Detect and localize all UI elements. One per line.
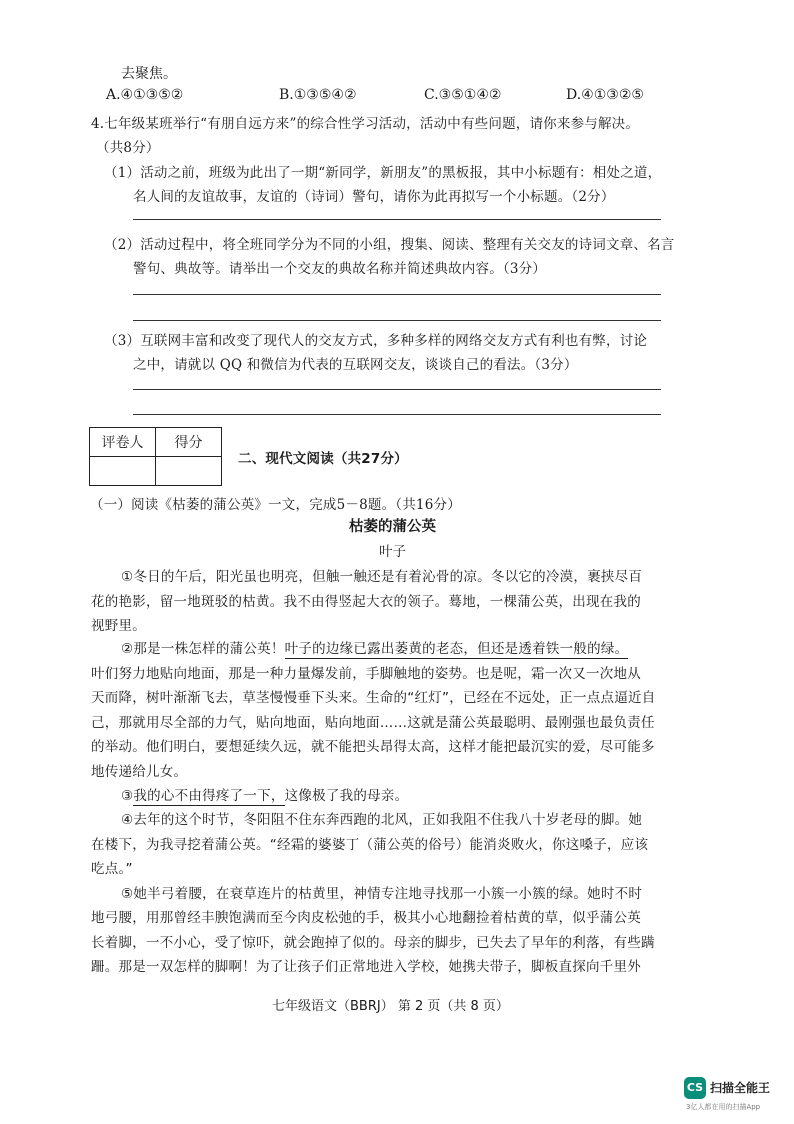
underlined-sentence-heart: 我的心不由得疼了一下， — [133, 788, 285, 804]
q3-option-d: D.④①③②⑤ — [566, 87, 644, 103]
paragraph-2-line-4: 己，那就用尽全部的力气，贴向地面，贴向地面……这就是蒲公英最聪明、最刚强也最负责任 — [91, 715, 655, 731]
article-author: 叶子 — [379, 544, 406, 560]
q4-sub2-answer-line-2[interactable] — [133, 320, 661, 321]
paragraph-4-line-3: 吃点。” — [91, 861, 133, 877]
q4-sub2-answer-line-1[interactable] — [133, 294, 661, 295]
q4-sub3-answer-line-1[interactable] — [133, 389, 661, 390]
paragraph-3-number: ③ — [121, 788, 134, 804]
paragraph-5-line-2: 地弓腰，用那曾经丰腴饱满而至今肉皮松弛的手，极其小心地翻捡着枯黄的草，似乎蒲公英 — [91, 910, 641, 926]
paragraph-1-line-2: 花的艳影，留一地斑驳的枯黄。我不由得竖起大衣的领子。蓦地，一棵蒲公英，出现在我的 — [91, 594, 641, 610]
paragraph-5-line-4: 跚。那是一双怎样的脚啊！为了让孩子们正常地进入学校，她携夫带子，脚板直探向千里外 — [91, 959, 641, 975]
q4-stem-line1: 4.七年级某班举行“有朋自远方来”的综合性学习活动，活动中有些问题，请你来参与解决。 — [91, 116, 640, 132]
q4-sub1-answer-line[interactable] — [133, 219, 661, 220]
q4-sub1-line2: 名人间的友谊故事，友谊的（诗词）警句，请你为此再拟写一个小标题。（2分） — [133, 189, 615, 205]
paragraph-1-line-1: ①冬日的午后，阳光虽也明亮，但触一触还是有着沁骨的凉。冬以它的冷漠，裹挟尽百 — [121, 569, 643, 585]
q3-option-c: C.③⑤①④② — [424, 87, 502, 103]
reviewer-cell[interactable] — [90, 457, 156, 486]
q4-sub3-answer-line-2[interactable] — [133, 414, 661, 415]
q4-sub2-line1: （2）活动过程中，将全班同学分为不同的小组，搜集、阅读、整理有关交友的诗词文章、名言 — [104, 237, 675, 253]
q4-sub2-line2: 警句、典故等。请举出一个交友的典故名称并简述典故内容。（3分） — [133, 261, 547, 277]
score-cell[interactable] — [156, 457, 222, 486]
paragraph-5-line-1: ⑤她半弓着腰，在衰草连片的枯黄里，神情专注地寻找那一小簇一小簇的绿。她时不时 — [121, 886, 643, 902]
underlined-sentence-leaves: 叶子的边缘已露出萎黄的老态，但还是透着铁一般的绿。 — [284, 641, 629, 657]
reading1-intro: （一）阅读《枯萎的蒲公英》一文，完成5－8题。（共16分） — [90, 497, 461, 513]
reviewer-header: 评卷人 — [90, 428, 156, 457]
paragraph-1-line-3: 视野里。 — [91, 618, 146, 634]
q4-sub1-line1: （1）活动之前，班级为此出了一期“新同学，新朋友”的黑板报，其中小标题有：相处之道， — [104, 165, 662, 181]
page-footer: 七年级语文（BBRJ） 第 2 页（共 8 页） — [272, 999, 509, 1014]
paragraph-2-opening: ②那是一株怎样的蒲公英！ — [121, 641, 285, 657]
section2-title: 二、现代文阅读（共27分） — [238, 451, 408, 467]
q3-option-a: A.④①③⑤② — [106, 87, 184, 103]
watermark-subtitle: 3亿人都在用的扫描App — [686, 1103, 761, 1111]
q4-sub3-line1: （3）互联网丰富和改变了现代人的交友方式，多种多样的网络交友方式有利也有弊，讨论 — [104, 333, 648, 349]
paragraph-4-line-1: ④去年的这个时节，冬阳阻不住东奔西跑的北风，正如我阻不住我八十岁老母的脚。她 — [121, 812, 643, 828]
q4-stem-line2: （共8分） — [96, 140, 160, 156]
q4-sub3-line2: 之中，请就以 QQ 和微信为代表的互联网交友，谈谈自己的看法。（3分） — [133, 357, 578, 373]
paragraph-3 — [121, 784, 408, 804]
camscanner-logo-icon: CS — [684, 1077, 706, 1099]
watermark-brand: 扫描全能王 — [710, 1081, 771, 1095]
score-header: 得分 — [156, 428, 222, 457]
score-table — [89, 427, 222, 486]
paragraph-2-line-3: 天而降，树叶渐渐飞去，草茎慢慢垂下头来。生命的“红灯”，已经在不远处，正一点点逼近自 — [91, 690, 656, 706]
paragraph-2-line-2: 叶们努力地贴向地面，那是一种力量爆发前，手脚触地的姿势。也是呢，霜一次又一次地从 — [91, 666, 641, 682]
paragraph-4-line-2: 在楼下，为我寻挖着蒲公英。“经霜的婆婆丁（蒲公英的俗号）能消炎败火，你这嗓子，应该 — [91, 837, 649, 853]
paragraph-3-rest: 这像极了我的母亲。 — [284, 788, 409, 804]
paragraph-2-line-6: 地传递给儿女。 — [91, 764, 188, 780]
article-title: 枯萎的蒲公英 — [349, 519, 436, 535]
paragraph-2-line-5: 的举动。他们明白，要想延续久远，就不能把头昂得太高，这样才能把最沉实的爱，尽可能多 — [91, 739, 655, 755]
paragraph-2-line-1 — [121, 637, 628, 657]
paragraph-5-line-3: 长着脚，一不小心，受了惊吓，就会跑掉了似的。母亲的脚步，已失去了早年的利落，有些蹒 — [91, 935, 655, 951]
q3-tail-text: 去聚焦。 — [121, 66, 177, 82]
q3-option-b: B.①③⑤④② — [279, 87, 357, 103]
